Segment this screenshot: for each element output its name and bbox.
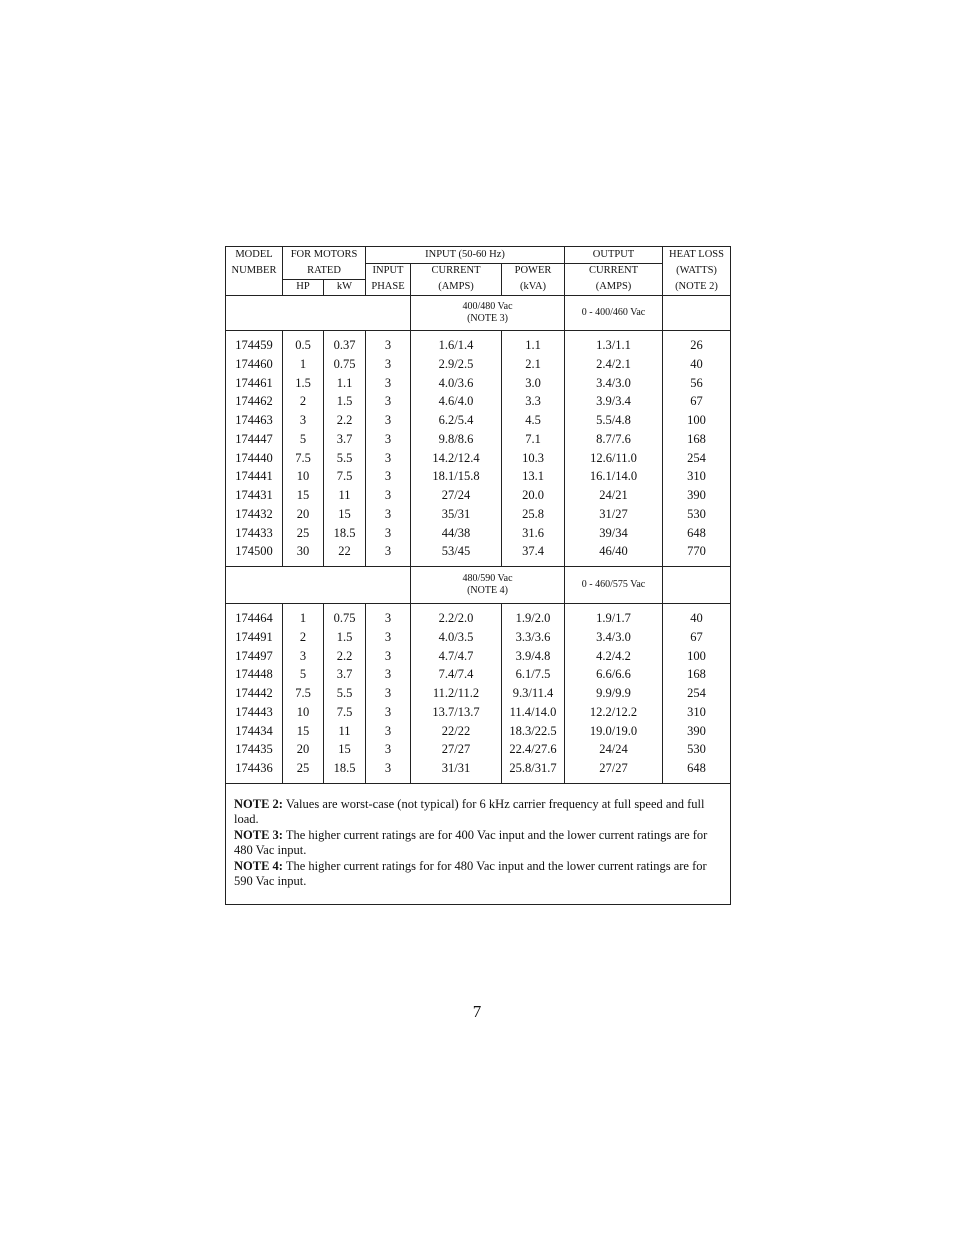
cell-model-number: 174433 [235, 525, 273, 540]
subheader-blank [283, 296, 411, 331]
cell-model-number: 174441 [235, 469, 273, 484]
cell-power-kva: 11.4/14.0 [502, 703, 565, 722]
cell-model-number: 174436 [235, 761, 273, 776]
table-row [226, 542, 731, 561]
cell-power-kva: 18.3/22.5 [502, 722, 565, 741]
header-hp: HP [283, 279, 324, 296]
cell-input-current: 11.2/11.2 [411, 684, 502, 703]
note-label: NOTE 3: [234, 827, 283, 842]
input-voltage-label [411, 296, 565, 331]
cell-input-current: 7.4/7.4 [411, 665, 502, 684]
cell-input-current: 4.6/4.0 [411, 392, 502, 411]
cell-hp: 1.5 [283, 374, 324, 393]
header-kva: (kVA) [502, 279, 565, 296]
table-row [226, 722, 731, 741]
cell-input-phase: 3 [366, 374, 411, 393]
cell-input-current: 44/38 [411, 524, 502, 543]
note [234, 859, 722, 890]
cell-heat-loss: 254 [663, 449, 731, 468]
cell-power-kva: 3.3/3.6 [502, 628, 565, 647]
header-for-motors: FOR MOTORS [283, 247, 366, 264]
cell-input-current: 31/31 [411, 759, 502, 778]
cell-input-phase: 3 [366, 722, 411, 741]
table-row [226, 486, 731, 505]
cell-output-current: 46/40 [565, 542, 663, 561]
table-row [226, 336, 731, 355]
cell-input-current: 18.1/15.8 [411, 467, 502, 486]
cell-input-phase: 3 [366, 759, 411, 778]
cell-input-current: 4.0/3.6 [411, 374, 502, 393]
notes-block [226, 783, 731, 904]
cell-hp: 1 [283, 609, 324, 628]
cell-input-phase: 3 [366, 486, 411, 505]
cell-input-phase: 3 [366, 430, 411, 449]
cell-kw: 3.7 [324, 430, 366, 449]
cell-heat-loss: 26 [663, 336, 731, 355]
cell-power-kva: 31.6 [502, 524, 565, 543]
cell-model-number: 174462 [235, 394, 273, 409]
cell-power-kva: 25.8 [502, 505, 565, 524]
cell-hp: 7.5 [283, 684, 324, 703]
cell-input-phase: 3 [366, 740, 411, 759]
cell-kw: 0.37 [324, 336, 366, 355]
cell-output-current: 12.2/12.2 [565, 703, 663, 722]
cell-input-current: 4.7/4.7 [411, 647, 502, 666]
output-voltage-label: 0 - 400/460 Vac [565, 296, 663, 331]
cell-input-current: 27/24 [411, 486, 502, 505]
cell-power-kva: 9.3/11.4 [502, 684, 565, 703]
cell-heat-loss: 390 [663, 486, 731, 505]
header-blank [226, 279, 283, 296]
cell-power-kva: 22.4/27.6 [502, 740, 565, 759]
cell-model-number: 174443 [235, 704, 273, 719]
cell-kw: 1.5 [324, 628, 366, 647]
cell-hp: 10 [283, 467, 324, 486]
cell-output-current: 4.2/4.2 [565, 647, 663, 666]
table-row [226, 524, 731, 543]
header-amps-in: (AMPS) [411, 279, 502, 296]
table-row [226, 684, 731, 703]
cell-hp: 3 [283, 411, 324, 430]
output-voltage-label: 0 - 460/575 Vac [565, 567, 663, 604]
cell-hp: 5 [283, 665, 324, 684]
cell-power-kva: 6.1/7.5 [502, 665, 565, 684]
table-row [226, 355, 731, 374]
note-label: NOTE 2: [234, 796, 283, 811]
cell-output-current: 9.9/9.9 [565, 684, 663, 703]
cell-output-current: 31/27 [565, 505, 663, 524]
input-voltage-line: 400/480 Vac [462, 301, 513, 312]
cell-input-phase: 3 [366, 411, 411, 430]
cell-input-current: 13.7/13.7 [411, 703, 502, 722]
cell-kw: 18.5 [324, 524, 366, 543]
table-row [226, 628, 731, 647]
cell-input-phase: 3 [366, 647, 411, 666]
header-heat-loss: HEAT LOSS [663, 247, 731, 264]
cell-input-phase: 3 [366, 467, 411, 486]
cell-power-kva: 3.3 [502, 392, 565, 411]
input-voltage-label [411, 567, 565, 604]
cell-input-current: 35/31 [411, 505, 502, 524]
cell-model-number: 174459 [235, 338, 273, 353]
header-power: POWER [502, 263, 565, 279]
header-rated: RATED [283, 263, 366, 279]
cell-output-current: 2.4/2.1 [565, 355, 663, 374]
cell-heat-loss: 56 [663, 374, 731, 393]
cell-heat-loss: 648 [663, 524, 731, 543]
drive-ratings-table [225, 246, 731, 905]
header-input: INPUT (50-60 Hz) [366, 247, 565, 264]
cell-input-phase: 3 [366, 355, 411, 374]
cell-kw: 11 [324, 722, 366, 741]
cell-model-number: 174440 [235, 450, 273, 465]
cell-model-number: 174491 [235, 629, 273, 644]
cell-heat-loss: 168 [663, 430, 731, 449]
cell-kw: 2.2 [324, 411, 366, 430]
cell-kw: 0.75 [324, 609, 366, 628]
table-row [226, 449, 731, 468]
cell-model-number: 174463 [235, 413, 273, 428]
cell-model-number: 174500 [235, 544, 273, 559]
input-voltage-line: (NOTE 3) [467, 313, 508, 324]
cell-model-number: 174497 [235, 648, 273, 663]
cell-output-current: 3.4/3.0 [565, 374, 663, 393]
header-input-current: CURRENT [411, 263, 502, 279]
cell-hp: 3 [283, 647, 324, 666]
subheader-blank [663, 296, 731, 331]
table-row [226, 430, 731, 449]
input-voltage-line: 480/590 Vac [462, 573, 513, 584]
subheader-blank [226, 567, 283, 604]
note [234, 797, 722, 828]
page-number: 7 [472, 1002, 482, 1021]
cell-input-current: 1.6/1.4 [411, 336, 502, 355]
cell-kw: 3.7 [324, 665, 366, 684]
cell-power-kva: 13.1 [502, 467, 565, 486]
voltage-subheader-row [226, 296, 731, 331]
cell-output-current: 8.7/7.6 [565, 430, 663, 449]
cell-kw: 18.5 [324, 759, 366, 778]
table-row [226, 759, 731, 778]
cell-heat-loss: 310 [663, 703, 731, 722]
cell-input-phase: 3 [366, 449, 411, 468]
cell-model-number: 174431 [235, 488, 273, 503]
cell-hp: 30 [283, 542, 324, 561]
table-row [226, 740, 731, 759]
header-input-label: INPUT [366, 263, 411, 279]
cell-output-current: 5.5/4.8 [565, 411, 663, 430]
note-text: The higher current ratings are for 400 Vac input and the lower current ratings are for 480 Vac input. [234, 827, 708, 858]
cell-hp: 25 [283, 524, 324, 543]
cell-input-phase: 3 [366, 336, 411, 355]
cell-kw: 1.5 [324, 392, 366, 411]
table-row [226, 467, 731, 486]
cell-hp: 20 [283, 740, 324, 759]
cell-kw: 15 [324, 740, 366, 759]
cell-power-kva: 2.1 [502, 355, 565, 374]
cell-heat-loss: 390 [663, 722, 731, 741]
cell-output-current: 27/27 [565, 759, 663, 778]
cell-model-number: 174435 [235, 742, 273, 757]
cell-hp: 7.5 [283, 449, 324, 468]
cell-heat-loss: 100 [663, 647, 731, 666]
cell-output-current: 12.6/11.0 [565, 449, 663, 468]
header-row-1 [226, 247, 731, 264]
cell-model-number: 174432 [235, 506, 273, 521]
subheader-blank [226, 296, 283, 331]
input-voltage-line: (NOTE 4) [467, 585, 508, 596]
cell-kw: 2.2 [324, 647, 366, 666]
cell-model-number: 174447 [235, 431, 273, 446]
cell-heat-loss: 67 [663, 392, 731, 411]
cell-kw: 7.5 [324, 467, 366, 486]
header-amps-out: (AMPS) [565, 279, 663, 296]
cell-output-current: 39/34 [565, 524, 663, 543]
cell-hp: 15 [283, 722, 324, 741]
cell-output-current: 1.3/1.1 [565, 336, 663, 355]
cell-model-number: 174461 [235, 375, 273, 390]
cell-heat-loss: 40 [663, 355, 731, 374]
cell-kw: 22 [324, 542, 366, 561]
table-row [226, 665, 731, 684]
cell-power-kva: 1.1 [502, 336, 565, 355]
cell-kw: 5.5 [324, 684, 366, 703]
cell-kw: 5.5 [324, 449, 366, 468]
header-number: NUMBER [231, 264, 277, 276]
cell-output-current: 24/21 [565, 486, 663, 505]
cell-input-current: 9.8/8.6 [411, 430, 502, 449]
cell-model-number: 174434 [235, 723, 273, 738]
cell-hp: 5 [283, 430, 324, 449]
cell-input-phase: 3 [366, 684, 411, 703]
cell-heat-loss: 770 [663, 542, 731, 561]
table-row [226, 505, 731, 524]
cell-power-kva: 10.3 [502, 449, 565, 468]
cell-input-phase: 3 [366, 628, 411, 647]
cell-output-current: 16.1/14.0 [565, 467, 663, 486]
cell-input-phase: 3 [366, 703, 411, 722]
cell-input-current: 2.9/2.5 [411, 355, 502, 374]
note-text: The higher current ratings for for 480 Vac input and the lower current ratings are for 590 Vac input. [234, 858, 707, 889]
cell-hp: 0.5 [283, 336, 324, 355]
cell-heat-loss: 648 [663, 759, 731, 778]
cell-heat-loss: 168 [663, 665, 731, 684]
cell-output-current: 24/24 [565, 740, 663, 759]
cell-output-current: 1.9/1.7 [565, 609, 663, 628]
table-row [226, 647, 731, 666]
cell-power-kva: 1.9/2.0 [502, 609, 565, 628]
voltage-subheader-row [226, 567, 731, 604]
cell-output-current: 3.9/3.4 [565, 392, 663, 411]
header-row-3 [226, 279, 731, 296]
cell-power-kva: 20.0 [502, 486, 565, 505]
subheader-blank [663, 567, 731, 604]
cell-model-number: 174448 [235, 667, 273, 682]
cell-output-current: 6.6/6.6 [565, 665, 663, 684]
cell-input-current: 6.2/5.4 [411, 411, 502, 430]
cell-heat-loss: 40 [663, 609, 731, 628]
cell-model-number: 174442 [235, 686, 273, 701]
table-row [226, 392, 731, 411]
note-label: NOTE 4: [234, 858, 283, 873]
cell-kw: 7.5 [324, 703, 366, 722]
cell-hp: 15 [283, 486, 324, 505]
table-row [226, 703, 731, 722]
cell-input-phase: 3 [366, 542, 411, 561]
cell-power-kva: 4.5 [502, 411, 565, 430]
cell-kw: 0.75 [324, 355, 366, 374]
cell-heat-loss: 100 [663, 411, 731, 430]
cell-input-current: 2.2/2.0 [411, 609, 502, 628]
header-row-2 [226, 263, 731, 279]
cell-model-number: 174464 [235, 611, 273, 626]
header-model: MODEL [235, 248, 273, 260]
cell-output-current: 3.4/3.0 [565, 628, 663, 647]
cell-kw: 1.1 [324, 374, 366, 393]
header-note-2: (NOTE 2) [663, 279, 731, 296]
header-kw: kW [324, 279, 366, 296]
cell-hp: 1 [283, 355, 324, 374]
cell-power-kva: 7.1 [502, 430, 565, 449]
cell-output-current: 19.0/19.0 [565, 722, 663, 741]
notes-row [226, 783, 731, 904]
cell-input-phase: 3 [366, 505, 411, 524]
cell-kw: 11 [324, 486, 366, 505]
cell-input-current: 27/27 [411, 740, 502, 759]
subheader-blank [283, 567, 411, 604]
cell-power-kva: 25.8/31.7 [502, 759, 565, 778]
table-row [226, 374, 731, 393]
cell-input-phase: 3 [366, 392, 411, 411]
cell-hp: 10 [283, 703, 324, 722]
cell-input-phase: 3 [366, 524, 411, 543]
cell-input-current: 22/22 [411, 722, 502, 741]
cell-model-number: 174460 [235, 356, 273, 371]
cell-power-kva: 3.0 [502, 374, 565, 393]
header-phase: PHASE [366, 279, 411, 296]
cell-heat-loss: 530 [663, 505, 731, 524]
cell-hp: 2 [283, 628, 324, 647]
cell-input-current: 14.2/12.4 [411, 449, 502, 468]
cell-hp: 25 [283, 759, 324, 778]
cell-hp: 20 [283, 505, 324, 524]
cell-hp: 2 [283, 392, 324, 411]
cell-heat-loss: 530 [663, 740, 731, 759]
cell-input-current: 4.0/3.5 [411, 628, 502, 647]
cell-heat-loss: 67 [663, 628, 731, 647]
cell-input-phase: 3 [366, 609, 411, 628]
cell-heat-loss: 310 [663, 467, 731, 486]
cell-heat-loss: 254 [663, 684, 731, 703]
cell-input-phase: 3 [366, 665, 411, 684]
table-row [226, 411, 731, 430]
header-watts: (WATTS) [663, 263, 731, 279]
header-output: OUTPUT [565, 247, 663, 264]
cell-input-current: 53/45 [411, 542, 502, 561]
header-output-current: CURRENT [565, 263, 663, 279]
note-text: Values are worst-case (not typical) for 6 kHz carrier frequency at full speed and full load. [234, 796, 705, 827]
cell-kw: 15 [324, 505, 366, 524]
cell-power-kva: 3.9/4.8 [502, 647, 565, 666]
table-row [226, 609, 731, 628]
note [234, 828, 722, 859]
cell-power-kva: 37.4 [502, 542, 565, 561]
